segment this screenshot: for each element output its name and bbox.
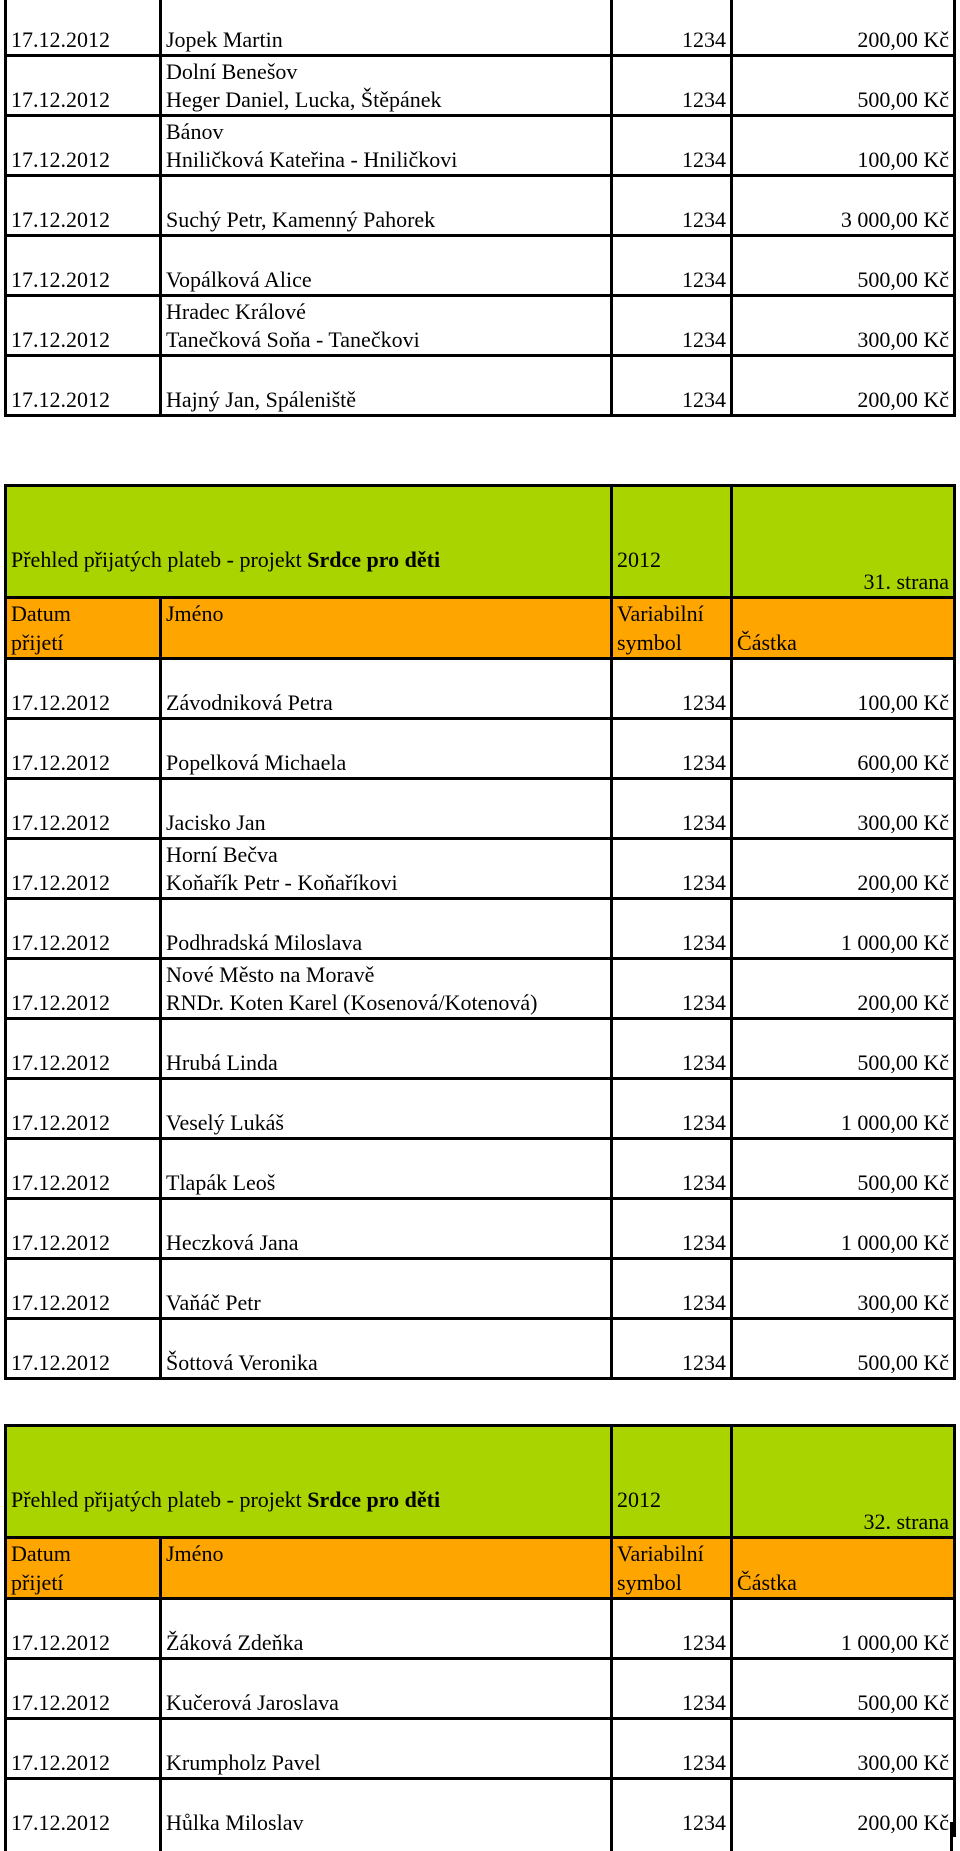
table-row xyxy=(6,719,955,779)
cell-amount: 300,00 Kč xyxy=(732,1259,955,1319)
column-header-row xyxy=(6,598,955,659)
cell-date: 17.12.2012 xyxy=(6,356,161,416)
table-row xyxy=(6,1719,955,1779)
cell-name-text: Závodniková Petra xyxy=(166,690,333,715)
table-row xyxy=(6,1259,955,1319)
cell-name-text: Jacisko Jan xyxy=(166,810,266,835)
cell-name-text: Vaňáč Petr xyxy=(166,1290,261,1315)
col-header-vs: Variabilní symbol xyxy=(612,1538,732,1599)
cell-name-location: Dolní Benešov xyxy=(166,59,298,84)
cell-amount: 500,00 Kč xyxy=(732,236,955,296)
cell-amount: 200,00 Kč xyxy=(732,839,955,899)
cell-name-text: Kučerová Jaroslava xyxy=(166,1690,339,1715)
project-name: Srdce pro děti xyxy=(307,1487,441,1512)
cell-name xyxy=(161,1079,612,1139)
cell-amount: 200,00 Kč xyxy=(732,356,955,416)
cell-amount: 3 000,00 Kč xyxy=(732,176,955,236)
col-header-date: Datum přijetí xyxy=(6,1538,161,1599)
cell-amount: 300,00 Kč xyxy=(732,1719,955,1779)
cell-variable-symbol: 1234 xyxy=(612,899,732,959)
cell-date: 17.12.2012 xyxy=(6,1719,161,1779)
cell-name xyxy=(161,176,612,236)
cell-name-location: Nové Město na Moravě xyxy=(166,962,375,987)
cell-name xyxy=(161,236,612,296)
cell-amount: 1 000,00 Kč xyxy=(732,1199,955,1259)
cell-name xyxy=(161,1019,612,1079)
table-row xyxy=(6,56,955,116)
table-row xyxy=(6,356,955,416)
page-label: 31. strana xyxy=(732,486,955,598)
cell-date: 17.12.2012 xyxy=(6,659,161,719)
cell-date: 17.12.2012 xyxy=(6,779,161,839)
column-header-row xyxy=(6,1538,955,1599)
col-header-amount: Částka xyxy=(732,1538,955,1599)
cell-name-text: Hůlka Miloslav xyxy=(166,1810,304,1835)
cell-name-text: Šottová Veronika xyxy=(166,1350,318,1375)
cell-variable-symbol: 1234 xyxy=(612,1719,732,1779)
cell-variable-symbol: 1234 xyxy=(612,1659,732,1719)
cell-name-text: Hrubá Linda xyxy=(166,1050,278,1075)
cell-date: 17.12.2012 xyxy=(6,959,161,1019)
cell-name-location: Horní Bečva xyxy=(166,842,278,867)
cell-name-text: Podhradská Miloslava xyxy=(166,930,363,955)
section-year: 2012 xyxy=(612,1426,732,1538)
payments-table-page-30 xyxy=(4,0,956,417)
cell-name xyxy=(161,0,612,56)
cell-name xyxy=(161,1659,612,1719)
cell-name xyxy=(161,1319,612,1379)
cell-name xyxy=(161,779,612,839)
cell-name xyxy=(161,1199,612,1259)
table-row xyxy=(6,116,955,176)
cell-name xyxy=(161,116,612,176)
cell-name xyxy=(161,296,612,356)
cell-date: 17.12.2012 xyxy=(6,1599,161,1659)
cell-date: 17.12.2012 xyxy=(6,899,161,959)
col-header-vs: Variabilní symbol xyxy=(612,598,732,659)
cell-variable-symbol: 1234 xyxy=(612,1259,732,1319)
cell-variable-symbol: 1234 xyxy=(612,1319,732,1379)
section-year: 2012 xyxy=(612,486,732,598)
table-row xyxy=(6,1659,955,1719)
cell-date: 17.12.2012 xyxy=(6,1199,161,1259)
table-row xyxy=(6,779,955,839)
cell-name-text: Krumpholz Pavel xyxy=(166,1750,321,1775)
section-title-row xyxy=(6,1426,955,1538)
table-row xyxy=(6,839,955,899)
cell-variable-symbol: 1234 xyxy=(612,1599,732,1659)
cell-name-text: Veselý Lukáš xyxy=(166,1110,284,1135)
cell-name-location: Bánov xyxy=(166,119,224,144)
cell-name-text: Vopálková Alice xyxy=(166,267,312,292)
cell-date: 17.12.2012 xyxy=(6,296,161,356)
cell-name xyxy=(161,1139,612,1199)
cell-amount: 600,00 Kč xyxy=(732,719,955,779)
cell-name-text: Tlapák Leoš xyxy=(166,1170,276,1195)
cell-amount: 300,00 Kč xyxy=(732,296,955,356)
cell-date: 17.12.2012 xyxy=(6,1319,161,1379)
cell-name xyxy=(161,899,612,959)
cell-name-text: Tanečková Soňa - Tanečkovi xyxy=(166,327,420,352)
cell-amount: 100,00 Kč xyxy=(732,116,955,176)
cell-name xyxy=(161,719,612,779)
table-row xyxy=(6,899,955,959)
cell-variable-symbol: 1234 xyxy=(612,779,732,839)
cell-amount: 1 000,00 Kč xyxy=(732,899,955,959)
cell-amount: 500,00 Kč xyxy=(732,1139,955,1199)
cell-amount: 1 000,00 Kč xyxy=(732,1599,955,1659)
cell-variable-symbol: 1234 xyxy=(612,1139,732,1199)
table-row xyxy=(6,176,955,236)
cell-name-text: Žáková Zdeňka xyxy=(166,1630,304,1655)
cell-variable-symbol: 1234 xyxy=(612,56,732,116)
cell-amount: 500,00 Kč xyxy=(732,1659,955,1719)
cell-variable-symbol: 1234 xyxy=(612,839,732,899)
cell-amount: 500,00 Kč xyxy=(732,1319,955,1379)
cell-name-text: RNDr. Koten Karel (Kosenová/Kotenová) xyxy=(166,990,538,1015)
cell-variable-symbol: 1234 xyxy=(612,659,732,719)
cell-name xyxy=(161,1719,612,1779)
cell-date: 17.12.2012 xyxy=(6,1079,161,1139)
cell-date: 17.12.2012 xyxy=(6,839,161,899)
table-row xyxy=(6,1079,955,1139)
project-name: Srdce pro děti xyxy=(307,547,441,572)
section-title: Přehled přijatých plateb - projekt Srdce pro děti xyxy=(6,1426,612,1538)
cell-amount: 100,00 Kč xyxy=(732,659,955,719)
col-header-name: Jméno xyxy=(161,598,612,659)
cell-name-text: Popelková Michaela xyxy=(166,750,347,775)
table-row xyxy=(6,296,955,356)
cell-name-text: Hniličková Kateřina - Hniličkovi xyxy=(166,147,458,172)
cell-date: 17.12.2012 xyxy=(6,1019,161,1079)
table-row xyxy=(6,0,955,56)
cell-amount: 200,00 Kč xyxy=(732,959,955,1019)
cell-name xyxy=(161,1599,612,1659)
cell-date: 17.12.2012 xyxy=(6,719,161,779)
cell-amount: 500,00 Kč xyxy=(732,56,955,116)
cell-name-text: Hajný Jan, Spáleniště xyxy=(166,387,357,412)
cell-date: 17.12.2012 xyxy=(6,1779,161,1838)
payments-table-page-31 xyxy=(4,484,956,1380)
cell-name-text: Heczková Jana xyxy=(166,1230,299,1255)
cell-amount: 200,00 Kč xyxy=(732,0,955,56)
cell-date: 17.12.2012 xyxy=(6,56,161,116)
cell-date: 17.12.2012 xyxy=(6,1139,161,1199)
col-header-name: Jméno xyxy=(161,1538,612,1599)
cell-variable-symbol: 1234 xyxy=(612,176,732,236)
col-header-date: Datum přijetí xyxy=(6,598,161,659)
payments-table-page-32 xyxy=(4,1424,956,1837)
cell-name-location: Hradec Králové xyxy=(166,299,306,324)
cell-amount: 500,00 Kč xyxy=(732,1019,955,1079)
cell-name xyxy=(161,356,612,416)
cell-name xyxy=(161,659,612,719)
section-title-row xyxy=(6,486,955,598)
cell-name-text: Koňařík Petr - Koňaříkovi xyxy=(166,870,398,895)
table-row xyxy=(6,1319,955,1379)
table-row xyxy=(6,1599,955,1659)
table-row xyxy=(6,1139,955,1199)
cell-name-text: Suchý Petr, Kamenný Pahorek xyxy=(166,207,436,232)
cell-variable-symbol: 1234 xyxy=(612,1199,732,1259)
cell-variable-symbol: 1234 xyxy=(612,0,732,56)
section-title: Přehled přijatých plateb - projekt Srdce pro děti xyxy=(6,486,612,598)
page-label: 32. strana xyxy=(732,1426,955,1538)
table-row xyxy=(6,959,955,1019)
cell-date: 17.12.2012 xyxy=(6,1659,161,1719)
cell-amount: 200,00 Kč xyxy=(732,1779,955,1838)
col-header-amount: Částka xyxy=(732,598,955,659)
cell-variable-symbol: 1234 xyxy=(612,236,732,296)
cell-name xyxy=(161,839,612,899)
cell-date: 17.12.2012 xyxy=(6,116,161,176)
trailing-row-stub xyxy=(4,1822,953,1851)
table-row xyxy=(6,659,955,719)
cell-variable-symbol: 1234 xyxy=(612,1079,732,1139)
cell-variable-symbol: 1234 xyxy=(612,719,732,779)
cell-variable-symbol: 1234 xyxy=(612,116,732,176)
cell-variable-symbol: 1234 xyxy=(612,1019,732,1079)
cell-variable-symbol: 1234 xyxy=(612,1779,732,1838)
cell-variable-symbol: 1234 xyxy=(612,959,732,1019)
cell-date: 17.12.2012 xyxy=(6,0,161,56)
cell-name xyxy=(161,1259,612,1319)
table-row xyxy=(6,1019,955,1079)
table-row xyxy=(6,236,955,296)
cell-date: 17.12.2012 xyxy=(6,1259,161,1319)
cell-date: 17.12.2012 xyxy=(6,236,161,296)
cell-name xyxy=(161,959,612,1019)
cell-variable-symbol: 1234 xyxy=(612,296,732,356)
cell-amount: 300,00 Kč xyxy=(732,779,955,839)
cell-name-text: Heger Daniel, Lucka, Štěpánek xyxy=(166,87,442,112)
cell-variable-symbol: 1234 xyxy=(612,356,732,416)
cell-date: 17.12.2012 xyxy=(6,176,161,236)
cell-amount: 1 000,00 Kč xyxy=(732,1079,955,1139)
cell-name xyxy=(161,56,612,116)
table-row xyxy=(6,1199,955,1259)
cell-name-text: Jopek Martin xyxy=(166,27,283,52)
